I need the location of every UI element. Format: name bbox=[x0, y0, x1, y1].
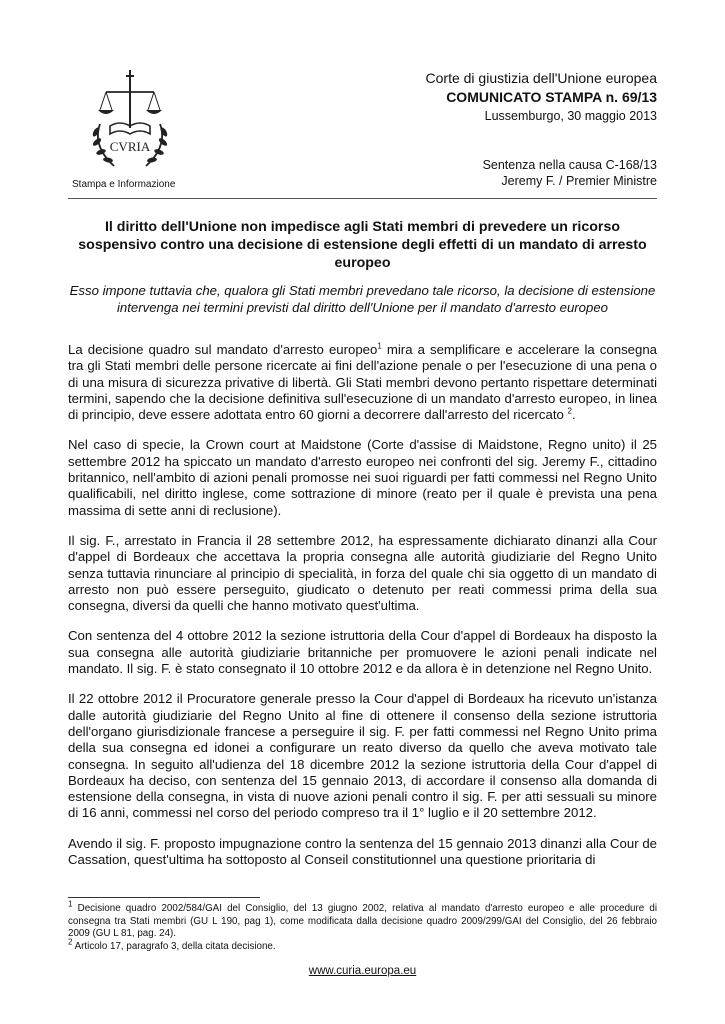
curia-logo bbox=[70, 66, 190, 178]
footnote: $^2$ Articolo 17, paragrafo 3, della citata decisione. bbox=[68, 937, 276, 952]
paragraph: Il sig. F., arrestato in Francia il 28 settembre 2012, ha espressamente dichiarato dinanzi alla Cour d'appel di Bordeaux che accettava la propria consegna alle autorità giudiziarie del Regno Unito senza tuttavia rinunciare al principio di specialità, in forza del quale chi sia oggetto di un mandato di arresto non può essere perseguito, giudicato o detenuto per reati commessi prima della sua consegna, diversi da quelli che hanno motivato quest'ultima. bbox=[68, 532, 657, 614]
header-divider bbox=[68, 198, 657, 199]
court-name: Corte di giustizia dell'Unione europea bbox=[425, 70, 657, 86]
footnote-ref[interactable]: 2 bbox=[567, 406, 572, 416]
footer bbox=[0, 965, 725, 977]
body-text bbox=[68, 342, 657, 882]
paragraph: Nel caso di specie, la Crown court at Maidstone (Corte d'assise di Maidstone, Regno unito) il 25 settembre 2012 ha spiccato un mandato d'arresto europeo nei confronti del sig. Jeremy F., cittadino britannico, nell'ambito di azioni penali promosse nei suoi riguardi per fatti commessi nel Regno Unito qualificabili, nel diritto inglese, come sottrazione di minore (reato per il quale è prevista una pena massima di sette anni di reclusione). bbox=[68, 437, 657, 518]
logo-wordmark: CVRIA bbox=[109, 139, 151, 154]
footnotes bbox=[68, 899, 657, 953]
paragraph: Con sentenza del 4 ottobre 2012 la sezione istruttoria della Cour d'appel di Bordeaux ha disposto la sua consegna alle autorità giudiziarie britanniche per promuovere le azioni penali indicate nel mandato. Il sig. F. è stato consegnato il 10 ottobre 2012 e da allora è in detenzione nel Regno Unito. bbox=[68, 628, 657, 677]
footnote-ref[interactable]: 1 bbox=[377, 341, 382, 351]
place-date: Lussemburgo, 30 maggio 2013 bbox=[484, 109, 657, 123]
paragraph: Il 22 ottobre 2012 il Procuratore generale presso la Cour d'appel di Bordeaux ha ricevuto un'istanza dalle autorità giudiziarie del Regno Unito al fine di ottenere il consenso della sezione istruttoria dell'organo giurisdizionale francese a perseguire il sig. F. per fatti commessi nel Regno Unito prima della sua consegna ed idonei a configurare un reato diverso da quello che aveva motivato tale consegna. In seguito all'udienza del 18 dicembre 2012 la sezione istruttoria della Cour d'appel di Bordeaux ha deciso, con sentenza del 15 gennaio 2013, di accordare il consenso alla domanda di estensione della consegna, in vista di nuove azioni penali contro il sig. F. per atti sessuali su minore di 16 anni, commessi nel corso del periodo compreso tra il 1° luglio e il 20 settembre 2012. bbox=[68, 691, 657, 821]
department-label: Stampa e Informazione bbox=[72, 179, 176, 190]
page-subtitle: Esso impone tuttavia che, qualora gli Stati membri prevedano tale ricorso, la decisione di estensione intervenga nei termini previsti dal diritto dell'Unione per il mandato d'arresto europeo bbox=[69, 283, 656, 315]
case-parties: Jeremy F. / Premier Ministre bbox=[501, 174, 657, 188]
paragraph: Avendo il sig. F. proposto impugnazione contro la sentenza del 15 gennaio 2013 dinanzi alla Cour de Cassation, quest'ultima ha sottoposto al Conseil constitutionnel una questione prioritaria di bbox=[68, 835, 657, 868]
header-block bbox=[426, 70, 657, 125]
case-reference bbox=[483, 157, 657, 189]
press-release-number: COMUNICATO STAMPA n. 69/13 bbox=[446, 89, 657, 105]
paragraph: La decisione quadro sul mandato d'arresto europeo$^1$ mira a semplificare e accelerare la consegna tra gli Stati membri delle persone ricercate ai fini dell'azione penale o per l'esecuzione di una pena o di una misura di sicurezza privative di libertà. Gli Stati membri devono pertanto rispettare determinati termini, sapendo che la decisione definitiva sull'esecuzione di un mandato d'arresto europeo, in linea di principio, deve essere adottata entro 60 giorni a decorrere dall'arresto del ricercato $^2$. bbox=[68, 341, 658, 423]
curia-emblem-icon bbox=[70, 66, 190, 178]
footnote-divider bbox=[68, 897, 260, 898]
page-title: Il diritto dell'Unione non impedisce agli Stati membri di prevedere un ricorso sospensivo contro una decisione di estensione degli effetti di un mandato di arresto europeo bbox=[78, 219, 647, 271]
footnote: $^1$ Decisione quadro 2002/584/GAI del Consiglio, del 13 giugno 2002, relativa al mandato d'arresto europeo e alle procedure di consegna tra Stati membri (GU L 190, pag 1), come modificata dalla decisione quadro 2009/299/GAI del Consiglio, del 26 febbraio 2009 (GU L 81, pag. 24). bbox=[68, 899, 657, 939]
case-number: Sentenza nella causa C-168/13 bbox=[482, 158, 657, 172]
website-link[interactable]: www.curia.europa.eu bbox=[308, 965, 417, 977]
